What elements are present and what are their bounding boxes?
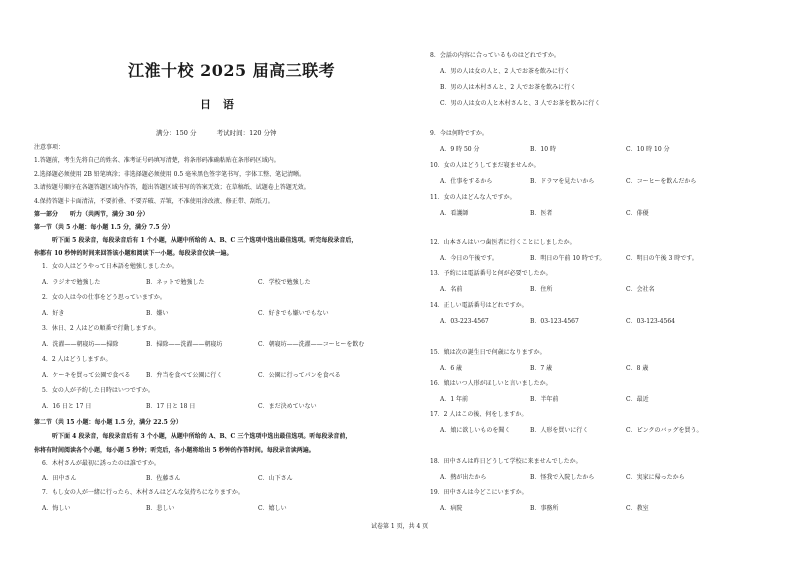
sec1-instruction: 你都有 10 秒钟的时间来回答该小题和阅读下一小题。每段录音仅读一遍。 — [34, 250, 233, 257]
option-b: B．事務所 — [530, 505, 559, 512]
option-a: A．田中さん — [42, 475, 77, 482]
question-7: 7．もし女の人が一緒に行ったら、木村さんはどんな気持ちになりますか。 — [42, 489, 244, 496]
sec2-instruction: 你将有时间阅读各个小题，每小题 5 秒钟；听完后，各小题将给出 5 秒钟的作答时间。每段录音读两遍。 — [34, 447, 315, 454]
option-a: A．洗濯——朝寝坊——掃除 — [42, 341, 119, 348]
option-a: A．仕事をするから — [440, 178, 493, 185]
option-b: B．住所 — [530, 286, 553, 293]
note-item: 1.答题前，考生先将自己的姓名、准考证号码填写清楚，将条形码准确粘贴在条形码区域内。 — [34, 157, 280, 164]
note-item: 4.保持答题卡卡面清洁，不要折叠、不要弄破、弄皱，不准使用涂改液、修正带、刮纸刀。 — [34, 198, 274, 205]
option-a: A．名前 — [440, 286, 463, 293]
option-c: C．男の人は女の人と木村さんと、3 人でお茶を飲みに行く — [440, 100, 601, 107]
option-c: C．8 歳 — [626, 365, 649, 372]
option-c: C．03-123-4564 — [626, 318, 676, 325]
time-info: 考试时间：120 分钟 — [216, 129, 277, 137]
option-c: C．最近 — [626, 396, 649, 403]
option-a: A．熱が出たから — [440, 474, 487, 481]
option-b: B．10 時 — [530, 146, 556, 153]
question-4: 4．2 人はどうしますか。 — [42, 356, 112, 363]
note-item: 2.选择题必须使用 2B 铅笔填涂；非选择题必须使用 0.5 毫米黑色签字笔书写，字体工整、笔记清晰。 — [34, 171, 306, 178]
question-10: 10．女の人はどうしてまだ寝ませんか。 — [430, 162, 540, 169]
option-b: B．17 日と 18 日 — [146, 403, 196, 410]
option-b: B．弁当を食べて公園に行く — [146, 372, 223, 379]
question-11: 11．女の人はどんな人ですか。 — [430, 194, 516, 201]
option-a: A．看護師 — [440, 210, 469, 217]
option-c: C．まだ決めていない — [258, 403, 317, 410]
part1-heading: 第一部分 听力（共两节，满分 30 分） — [34, 211, 149, 218]
option-c: C．ピンクのバッグを買う。 — [626, 427, 703, 434]
question-5: 5．女の人が予約した日時はいつですか。 — [42, 387, 154, 394]
option-a: A．男の人は女の人と、2 人でお茶を飲みに行く — [440, 68, 571, 75]
option-a: A．6 歳 — [440, 365, 463, 372]
option-c: C．コーヒーを飲んだから — [626, 178, 697, 185]
sec1-instruction: 听下面 5 段录音，每段录音后有 1 个小题，从题中所给的 A、B、C 三个选项中选出最佳选项。听完每段录音后， — [52, 237, 358, 244]
option-a: A．1 年前 — [440, 396, 469, 403]
option-c: C．教室 — [626, 505, 649, 512]
option-c: C．好きでも嫌いでもない — [258, 310, 329, 317]
option-c: C．俳優 — [626, 210, 649, 217]
option-b: B．人形を買いに行く — [530, 427, 589, 434]
option-b: B．半年前 — [530, 396, 559, 403]
option-a: A．9 時 50 分 — [440, 146, 480, 153]
option-a: A．病院 — [440, 505, 463, 512]
option-a: A．悔しい — [42, 505, 71, 512]
question-2: 2．女の人は今の仕事をどう思っていますか。 — [42, 294, 166, 301]
option-a: A．03-223-4567 — [440, 318, 489, 325]
option-b: B．怪我で入院したから — [530, 474, 595, 481]
question-13: 13．予約には電話番号と何が必要でしたか。 — [430, 270, 552, 277]
option-b: B．佐藤さん — [146, 475, 181, 482]
question-1: 1．女の人はどうやって日本語を勉強しましたか。 — [42, 263, 178, 270]
question-12: 12．山本さんはいつ歯医者に行くことにしましたか。 — [430, 239, 576, 246]
page-footer: 试卷第 1 页，共 4 页 — [371, 523, 429, 530]
option-b: B．ネットで勉強した — [146, 279, 205, 286]
option-b: B．ドラマを見たいから — [530, 178, 595, 185]
option-a: A．ラジオで勉強した — [42, 279, 101, 286]
option-b: B．悲しい — [146, 505, 175, 512]
option-a: A．16 日と 17 日 — [42, 403, 92, 410]
option-b: B．明日の午前 10 時です。 — [530, 255, 606, 262]
notes-heading: 注意事项： — [34, 144, 65, 151]
option-b: B．医者 — [530, 210, 553, 217]
option-b: B．掃除——洗濯——朝寝坊 — [146, 341, 223, 348]
option-c: C．実家に帰ったから — [626, 474, 685, 481]
option-a: A．娘に欲しいものを聞く — [440, 427, 511, 434]
question-9: 9．今は何時ですか。 — [430, 130, 488, 137]
note-item: 3.请按题号顺序在各题答题区域内作答，超出答题区域书写的答案无效；在草稿纸、试题卷上答题无效。 — [34, 184, 310, 191]
question-3: 3．休日、2 人はどの順番で行動しますか。 — [42, 325, 160, 332]
option-c: C．明日の午後 3 時です。 — [626, 255, 698, 262]
option-b: B．03-123-4567 — [530, 318, 579, 325]
sec1-heading: 第一节（共 5 小题：每小题 1.5 分，满分 7.5 分） — [34, 224, 174, 231]
score-info: 满分：150 分 — [156, 129, 197, 137]
question-16: 16．娘はいつ人形がほしいと言いましたか。 — [430, 380, 552, 387]
option-c: C．朝寝坊——洗濯——コーヒーを飲む — [258, 341, 365, 348]
option-b: B．7 歳 — [530, 365, 553, 372]
option-c: C．会社名 — [626, 286, 655, 293]
option-a: A．好き — [42, 310, 65, 317]
option-a: A．ケーキを買って公園で食べる — [42, 372, 131, 379]
option-c: C．公園に行ってパンを食べる — [258, 372, 341, 379]
question-15: 15．娘は次の誕生日で何歳になりますか。 — [430, 349, 546, 356]
option-c: C．学校で勉強した — [258, 279, 311, 286]
sec2-heading: 第二节（共 15 小题：每小题 1.5 分，满分 22.5 分） — [34, 419, 182, 426]
question-19: 19．田中さんは今どこにいますか。 — [430, 489, 528, 496]
option-a: A．今日の午後です。 — [440, 255, 498, 262]
question-8: 8．会話の内容に合っているものはどれですか。 — [430, 52, 560, 59]
option-c: C．嬉しい — [258, 505, 287, 512]
option-b: B．男の人は木村さんと、2 人でお茶を飲みに行く — [440, 84, 577, 91]
question-18: 18．田中さんは昨日どうして学校に来ませんでしたか。 — [430, 458, 582, 465]
option-c: C．山下さん — [258, 475, 293, 482]
sec2-instruction: 听下面 4 段录音，每段录音后有 3 个小题，从题中所给的 A、B、C 三个选项中选出最佳选项。听每段录音前， — [52, 433, 352, 440]
question-14: 14．正しい電話番号はどれですか。 — [430, 302, 528, 309]
option-b: B．嫌い — [146, 310, 169, 317]
option-c: C．10 時 10 分 — [626, 146, 670, 153]
exam-info — [156, 128, 295, 137]
exam-subject: 日 语 — [200, 98, 238, 111]
question-6: 6．木村さんが最初に誘ったのは誰ですか。 — [42, 460, 160, 467]
question-17: 17．2 人はこの後、何をしますか。 — [430, 411, 528, 418]
exam-title: 江淮十校 2025 届高三联考 — [128, 61, 336, 80]
